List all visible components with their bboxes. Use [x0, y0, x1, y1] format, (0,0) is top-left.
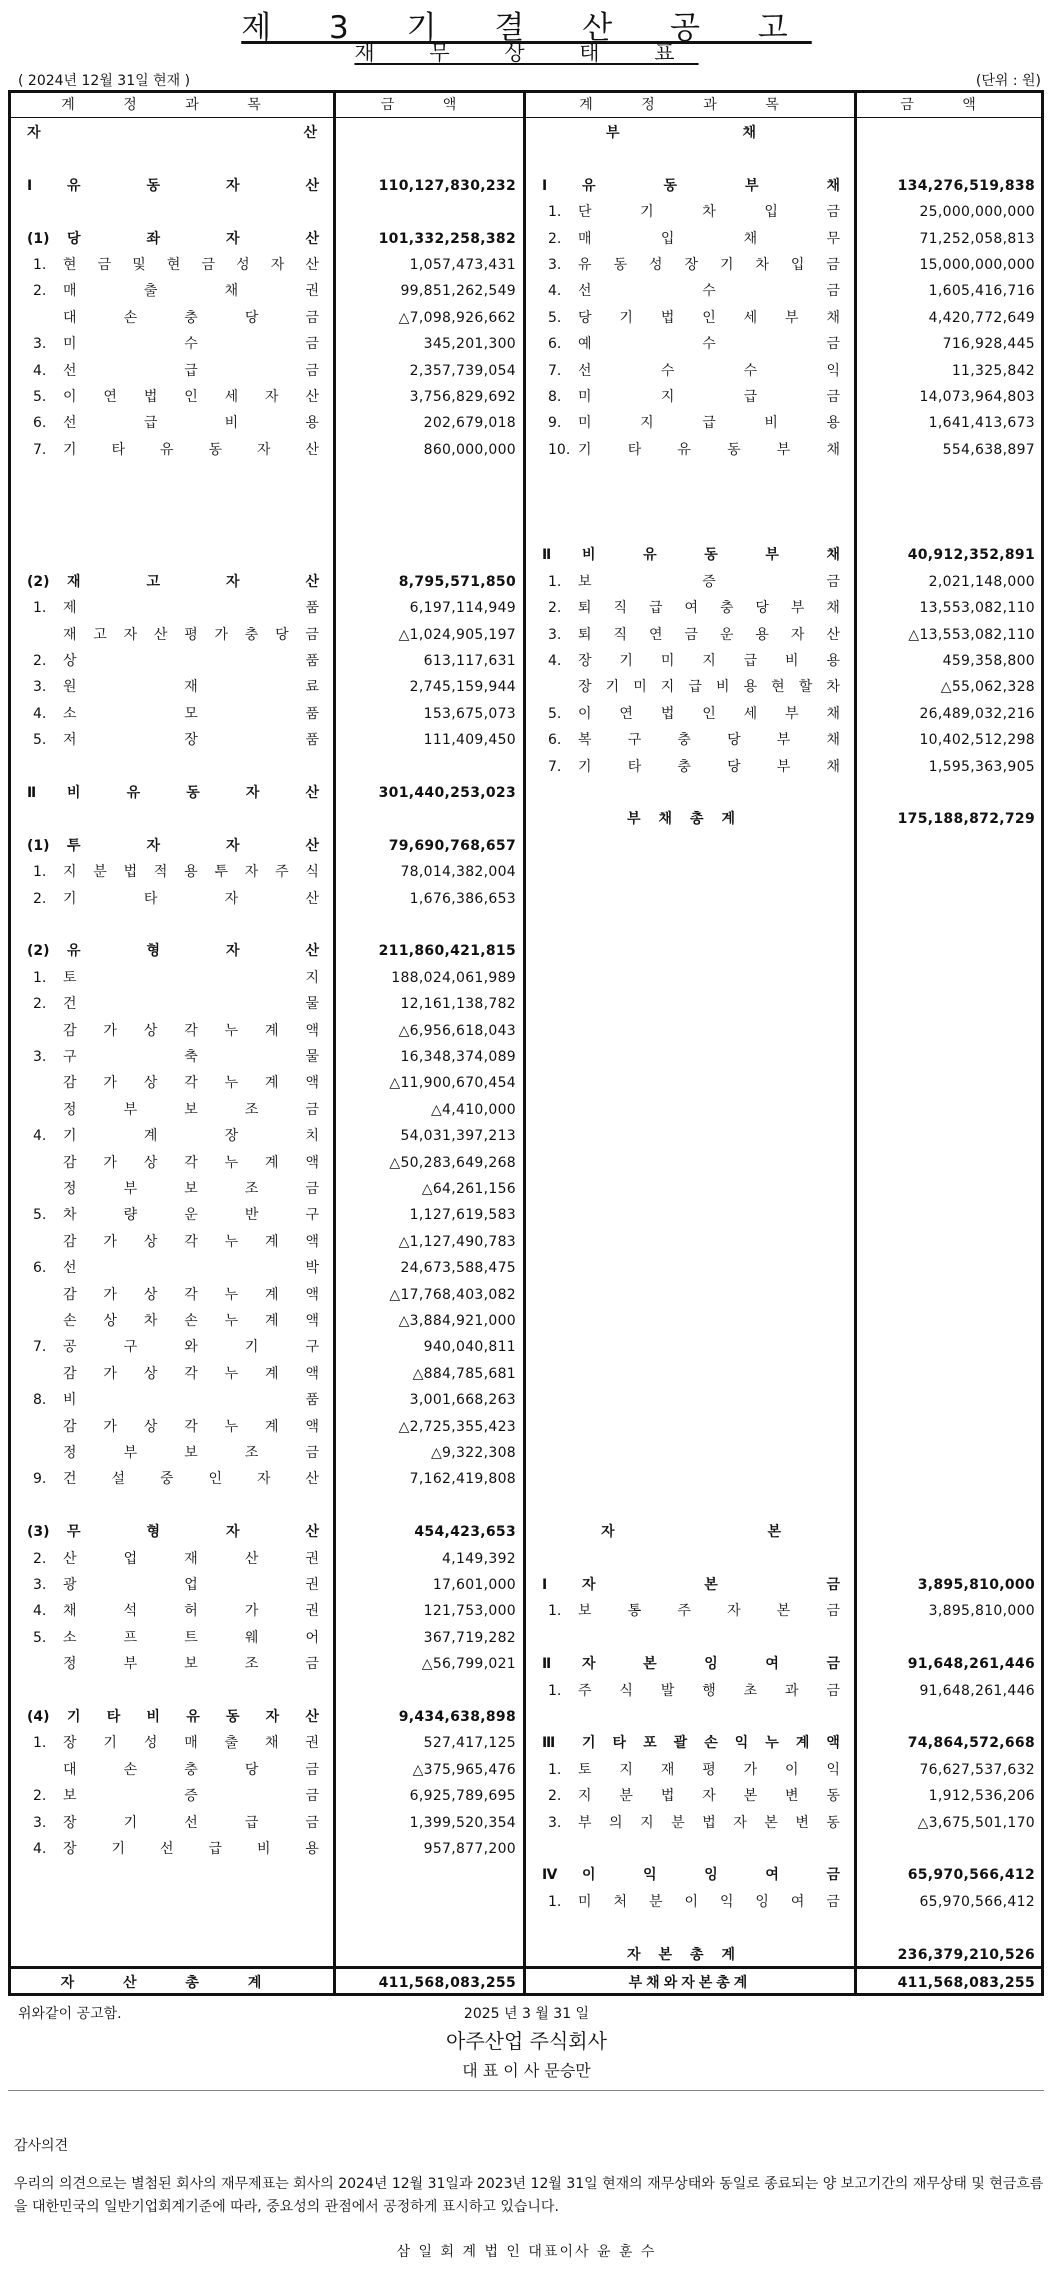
amount-value: 16,348,374,089: [400, 1049, 516, 1065]
account-label: 단 기 차 입 금: [578, 204, 840, 221]
account-label: 비 품: [63, 1392, 319, 1409]
amount-value: 527,417,125: [423, 1735, 516, 1752]
amount-value: 78,014,382,004: [400, 864, 516, 881]
item-number: 5.: [548, 705, 562, 722]
amount-value: 1,605,416,716: [928, 283, 1035, 300]
amount-value: 188,024,061,989: [391, 969, 516, 986]
amount-value: 716,928,445: [942, 336, 1035, 353]
account-label: 유 동 성 장 기 차 입 금: [578, 257, 840, 273]
item-number: 3.: [33, 679, 47, 696]
item-number: 1.: [33, 600, 47, 617]
amount-value: △7,098,926,662: [398, 309, 516, 326]
amount-value: 6,197,114,949: [409, 600, 516, 617]
item-number: 1.: [33, 969, 47, 986]
category-label: 비 유 동 자 산: [67, 785, 319, 801]
amount-value: 79,690,768,657: [388, 837, 516, 854]
amount-value: 71,252,058,813: [919, 230, 1035, 247]
account-label: 보 증 금: [578, 573, 840, 590]
category-label: 비 유 동 부 채: [582, 547, 840, 564]
account-label: 예 수 금: [578, 336, 840, 353]
representative: 대 표 이 사 문승만: [462, 2061, 591, 2080]
item-number: Ⅰ: [542, 1577, 548, 1593]
amount-value: △3,884,921,000: [398, 1313, 516, 1329]
amount-value: 1,676,386,653: [409, 890, 516, 907]
item-number: Ⅱ: [27, 785, 37, 801]
account-label: 소 프 트 웨 어: [63, 1629, 319, 1646]
item-number: 3.: [33, 1577, 47, 1593]
item-number: 10.: [548, 441, 571, 458]
category-label: 기 타 포 괄 손 익 누 계 액: [582, 1735, 840, 1752]
category-label: 자 본 잉 여 금: [582, 1656, 840, 1673]
amount-value: 153,675,073: [423, 705, 516, 722]
amount-value: 15,000,000,000: [919, 257, 1035, 273]
item-number: 9.: [548, 415, 562, 432]
item-number: 2.: [33, 890, 47, 907]
account-label: 미 처 분 이 익 잉 여 금: [578, 1893, 840, 1910]
amount-value: △4,410,000: [430, 1101, 516, 1118]
account-label: 미 수 금: [63, 336, 319, 353]
category-label: 무 형 자 산: [67, 1524, 319, 1541]
account-label: 미 지 급 금: [578, 389, 840, 405]
item-number: (3): [27, 1524, 50, 1541]
unit-note: (단위 : 원): [975, 73, 1041, 89]
item-number: (2): [27, 943, 50, 960]
item-number: 2.: [33, 996, 47, 1013]
amount-value: △375,965,476: [412, 1761, 516, 1778]
account-label: 토 지 재 평 가 이 익: [578, 1761, 840, 1778]
account-label: 복 구 충 당 부 채: [578, 732, 840, 749]
amount-value: 202,679,018: [423, 415, 516, 432]
divider: [8, 2090, 1044, 2091]
account-label: 대 손 충 당 금: [63, 1761, 319, 1778]
account-label: 건 물: [63, 996, 319, 1013]
item-number: 4.: [33, 1841, 47, 1857]
account-label: 장 기 성 매 출 채 권: [63, 1735, 319, 1752]
amount-value: 957,877,200: [423, 1841, 516, 1857]
amount-value: △884,785,681: [412, 1365, 516, 1382]
amount-value: 11,325,842: [951, 362, 1035, 379]
item-number: 2.: [33, 1788, 47, 1805]
account-label: 감 가 상 각 누 계 액: [63, 1022, 319, 1039]
amount-value: 26,489,032,216: [919, 705, 1035, 722]
account-label: 건 설 중 인 자 산: [63, 1471, 319, 1488]
amount-value: 2,021,148,000: [928, 573, 1035, 590]
item-number: 4.: [33, 705, 47, 722]
amount-value: 10,402,512,298: [919, 732, 1035, 749]
account-label: 감 가 상 각 누 계 액: [63, 1365, 319, 1382]
account-label: 매 입 채 무: [578, 230, 840, 247]
amount-value: 76,627,537,632: [919, 1761, 1035, 1778]
item-number: (2): [27, 573, 50, 590]
item-number: 2.: [33, 1550, 47, 1567]
amount-value: 74,864,572,668: [907, 1735, 1035, 1752]
column-divider: [523, 93, 526, 1993]
amount-value: 613,117,631: [423, 653, 516, 669]
item-number: 5.: [548, 309, 562, 326]
amount-value: 111,409,450: [423, 732, 516, 749]
category-label: 유 동 자 산: [67, 177, 319, 194]
announcement-note: 위와같이 공고함.: [18, 2006, 122, 2022]
account-label: 장 기 선 급 금: [63, 1814, 319, 1831]
section-heading: 자 본: [601, 1524, 781, 1541]
amount-value: 2,745,159,944: [409, 679, 516, 696]
amount-value: △17,768,403,082: [389, 1286, 516, 1303]
amount-value: △3,675,501,170: [917, 1814, 1035, 1831]
item-number: 7.: [548, 362, 562, 379]
account-label: 장 기 선 급 비 용: [63, 1841, 319, 1857]
item-number: 3.: [548, 257, 562, 273]
right-amount-header: 금 액: [900, 97, 998, 113]
amount-value: 860,000,000: [423, 441, 516, 458]
amount-value: 1,127,619,583: [409, 1207, 516, 1224]
amount-value: 91,648,261,446: [919, 1682, 1035, 1699]
item-number: 7.: [33, 441, 47, 458]
amount-value: 175,188,872,729: [897, 811, 1035, 828]
account-label: 정 부 보 조 금: [63, 1656, 319, 1673]
account-label: 기 타 충 당 부 채: [578, 758, 840, 775]
document-subtitle: 재 무 상 태 표: [354, 41, 699, 65]
account-label: 재 고 자 산 평 가 충 당 금: [63, 626, 319, 643]
amount-value: △1,127,490,783: [398, 1233, 516, 1250]
amount-value: 236,379,210,526: [897, 1946, 1035, 1963]
item-number: 1.: [548, 573, 562, 590]
account-label: 상 품: [63, 653, 319, 669]
account-label: 지 분 법 적 용 투 자 주 식: [63, 864, 319, 881]
amount-value: 554,638,897: [942, 441, 1035, 458]
account-label: 기 타 자 산: [63, 890, 319, 907]
account-label: 선 급 금: [63, 362, 319, 379]
total-assets-amount: 411,568,083,255: [378, 1975, 516, 1991]
item-number: 2.: [548, 600, 562, 617]
amount-value: △11,900,670,454: [389, 1075, 516, 1092]
item-number: 1.: [548, 1761, 562, 1778]
item-number: 5.: [33, 389, 47, 405]
amount-value: 6,925,789,695: [409, 1788, 516, 1805]
item-number: 4.: [548, 283, 562, 300]
item-number: 3.: [548, 626, 562, 643]
amount-value: 454,423,653: [414, 1524, 516, 1541]
account-label: 선 박: [63, 1260, 319, 1277]
account-label: 소 모 품: [63, 705, 319, 722]
account-label: 장 기 미 지 급 비 용 현 할 차: [578, 679, 840, 696]
account-label: 현 금 및 현 금 성 자 산: [63, 257, 319, 273]
item-number: 1.: [33, 864, 47, 881]
item-number: 3.: [33, 336, 47, 353]
category-label: 자 본 금: [582, 1577, 840, 1593]
announcement-date: 2025 년 3 월 31 일: [463, 2006, 590, 2022]
item-number: 2.: [33, 653, 47, 669]
item-number: 4.: [548, 653, 562, 669]
account-label: 감 가 상 각 누 계 액: [63, 1418, 319, 1435]
account-label: 산 업 재 산 권: [63, 1550, 319, 1567]
amount-value: 1,641,413,673: [928, 415, 1035, 432]
item-number: 4.: [33, 1603, 47, 1620]
amount-value: 301,440,253,023: [378, 785, 516, 801]
item-number: (1): [27, 230, 50, 247]
amount-value: 110,127,830,232: [378, 177, 516, 194]
company-name: 아주산업 주식회사: [446, 2029, 607, 2053]
account-label: 손 상 차 손 누 계 액: [63, 1313, 319, 1329]
amount-value: △9,322,308: [430, 1445, 516, 1461]
account-label: 선 수 금: [578, 283, 840, 300]
account-label: 미 지 급 비 용: [578, 415, 840, 432]
item-number: 1.: [548, 1603, 562, 1620]
audit-opinion-title: 감사의견: [14, 2138, 69, 2154]
account-label: 채 석 허 가 권: [63, 1603, 319, 1620]
total-assets-label: 자 산 총 계: [60, 1975, 284, 1991]
item-number: 2.: [33, 283, 47, 300]
item-number: 8.: [548, 389, 562, 405]
item-number: 7.: [33, 1339, 47, 1356]
category-label: 기 타 비 유 동 자 산: [67, 1709, 319, 1725]
account-label: 선 수 수 익: [578, 362, 840, 379]
balance-sheet-table: [8, 90, 1044, 1996]
item-number: 4.: [33, 362, 47, 379]
item-number: 6.: [33, 1260, 47, 1277]
amount-value: 211,860,421,815: [378, 943, 516, 960]
amount-value: 7,162,419,808: [409, 1471, 516, 1488]
item-number: 5.: [33, 1207, 47, 1224]
amount-value: 25,000,000,000: [919, 204, 1035, 221]
item-number: 1.: [548, 1893, 562, 1910]
right-account-header: 계 정 과 목: [579, 97, 801, 113]
account-label: 정 부 보 조 금: [63, 1181, 319, 1197]
item-number: (4): [27, 1709, 50, 1725]
account-label: 지 분 법 자 본 변 동: [578, 1788, 840, 1805]
category-label: 재 고 자 산: [67, 573, 319, 590]
amount-value: 4,149,392: [442, 1550, 516, 1567]
item-number: Ⅲ: [542, 1735, 556, 1752]
account-label: 기 타 유 동 자 산: [63, 441, 319, 458]
account-label: 광 업 권: [63, 1577, 319, 1593]
amount-value: 91,648,261,446: [907, 1656, 1035, 1673]
account-label: 당 기 법 인 세 부 채: [578, 309, 840, 326]
amount-value: 4,420,772,649: [928, 309, 1035, 326]
header-divider: [11, 117, 1041, 118]
amount-value: 2,357,739,054: [409, 362, 516, 379]
amount-value: 3,895,810,000: [928, 1603, 1035, 1620]
grand-total-label: 자본총계: [626, 1946, 754, 1963]
item-number: 1.: [33, 1735, 47, 1752]
account-label: 감 가 상 각 누 계 액: [63, 1154, 319, 1171]
left-amount-header: 금 액: [380, 97, 479, 113]
amount-value: 65,970,566,412: [919, 1893, 1035, 1910]
amount-value: △55,062,328: [940, 679, 1035, 696]
amount-value: △1,024,905,197: [398, 626, 516, 643]
account-label: 대 손 충 당 금: [63, 309, 319, 326]
account-label: 퇴 직 급 여 충 당 부 채: [578, 600, 840, 617]
amount-value: 1,057,473,431: [409, 257, 516, 273]
item-number: Ⅳ: [542, 1867, 558, 1884]
audit-opinion-text: 우리의 의견으로는 별첨된 회사의 재무제표는 회사의 2024년 12월 31일과 2023년 12월 31일 현재의 재무상태와 동일로 종료되는 양 보고기간의 재무상태 및 현금흐름을 대한민국의 일반기업회계기준에 따라, 중요성의 관점에서 공정하게 표시하고 있습니다.: [14, 2176, 1044, 2215]
account-label: 퇴 직 연 금 운 용 자 산: [578, 626, 840, 643]
item-number: 6.: [33, 415, 47, 432]
section-heading: 부 채: [606, 125, 756, 141]
amount-value: 345,201,300: [423, 336, 516, 353]
amount-value: △56,799,021: [421, 1656, 516, 1673]
item-number: Ⅰ: [542, 177, 548, 194]
amount-value: △50,283,649,268: [389, 1154, 516, 1171]
amount-value: 3,756,829,692: [409, 389, 516, 405]
amount-value: 65,970,566,412: [907, 1867, 1035, 1884]
account-label: 매 출 채 권: [63, 283, 319, 300]
total-liabilities-equity-amount: 411,568,083,255: [897, 1975, 1035, 1991]
account-label: 기 타 유 동 부 채: [578, 441, 840, 458]
item-number: 1.: [33, 257, 47, 273]
account-label: 구 축 물: [63, 1049, 319, 1065]
item-number: 7.: [548, 758, 562, 775]
section-heading: 자 산: [27, 125, 317, 141]
item-number: (1): [27, 837, 50, 854]
account-label: 감 가 상 각 누 계 액: [63, 1233, 319, 1250]
account-label: 공 구 와 기 구: [63, 1339, 319, 1356]
item-number: 2.: [548, 230, 562, 247]
amount-value: 54,031,397,213: [400, 1128, 516, 1145]
category-label: 이 익 잉 여 금: [582, 1867, 840, 1884]
account-label: 감 가 상 각 누 계 액: [63, 1286, 319, 1303]
amount-value: 3,001,668,263: [409, 1392, 516, 1409]
amount-value: △13,553,082,110: [908, 626, 1035, 643]
amount-value: 459,358,800: [942, 653, 1035, 669]
account-label: 보 증 금: [63, 1788, 319, 1805]
amount-value: 1,912,536,206: [928, 1788, 1035, 1805]
item-number: 1.: [548, 1682, 562, 1699]
amount-value: 12,161,138,782: [400, 996, 516, 1013]
amount-value: △2,725,355,423: [398, 1418, 516, 1435]
item-number: Ⅱ: [542, 1656, 552, 1673]
amount-value: 1,595,363,905: [928, 758, 1035, 775]
amount-value: △64,261,156: [421, 1181, 516, 1197]
item-number: Ⅱ: [542, 547, 552, 564]
item-number: 5.: [33, 732, 47, 749]
account-label: 이 연 법 인 세 자 산: [63, 389, 319, 405]
auditor-signature: 삼 일 회 계 법 인 대표이사 윤 훈 수: [396, 2244, 657, 2260]
account-label: 감 가 상 각 누 계 액: [63, 1075, 319, 1092]
account-label: 정 부 보 조 금: [63, 1101, 319, 1118]
amount-value: 9,434,638,898: [398, 1709, 516, 1725]
amount-value: 367,719,282: [423, 1629, 516, 1646]
amount-value: 940,040,811: [423, 1339, 516, 1356]
amount-value: 14,073,964,803: [919, 389, 1035, 405]
account-label: 토 지: [63, 969, 319, 986]
account-label: 제 품: [63, 600, 319, 617]
item-number: 5.: [33, 1629, 47, 1646]
item-number: Ⅰ: [27, 177, 33, 194]
amount-value: 8,795,571,850: [398, 573, 516, 590]
amount-value: 13,553,082,110: [919, 600, 1035, 617]
item-number: 6.: [548, 732, 562, 749]
amount-value: 99,851,262,549: [400, 283, 516, 300]
account-label: 저 장 품: [63, 732, 319, 749]
account-label: 차 량 운 반 구: [63, 1207, 319, 1224]
account-label: 정 부 보 조 금: [63, 1445, 319, 1461]
amount-value: 17,601,000: [432, 1577, 516, 1593]
item-number: 1.: [548, 204, 562, 221]
account-label: 장 기 미 지 급 비 용: [578, 653, 840, 669]
category-label: 유 형 자 산: [67, 943, 319, 960]
item-number: 2.: [548, 1788, 562, 1805]
amount-value: 134,276,519,838: [897, 177, 1035, 194]
account-label: 주 식 발 행 초 과 금: [578, 1682, 840, 1699]
account-label: 이 연 법 인 세 부 채: [578, 705, 840, 722]
category-label: 당 좌 자 산: [67, 230, 319, 247]
amount-value: 3,895,810,000: [917, 1577, 1035, 1593]
item-number: 6.: [548, 336, 562, 353]
amount-value: 40,912,352,891: [907, 547, 1035, 564]
account-label: 원 재 료: [63, 679, 319, 696]
item-number: 3.: [548, 1814, 562, 1831]
left-account-header: 계 정 과 목: [61, 97, 283, 113]
document-title: 제 3 기 결 산 공 고: [241, 10, 812, 46]
item-number: 4.: [33, 1128, 47, 1145]
account-label: 부 의 지 분 법 자 본 변 동: [578, 1814, 840, 1831]
amount-value: 1,399,520,354: [409, 1814, 516, 1831]
amount-value: 24,673,588,475: [400, 1260, 516, 1277]
amount-value: 101,332,258,382: [378, 230, 516, 247]
amount-value: 121,753,000: [423, 1603, 516, 1620]
category-label: 투 자 자 산: [67, 837, 319, 854]
grand-total-label: 부채총계: [626, 811, 754, 828]
item-number: 3.: [33, 1814, 47, 1831]
item-number: 3.: [33, 1049, 47, 1065]
item-number: 8.: [33, 1392, 47, 1409]
account-label: 보 통 주 자 본 금: [578, 1603, 840, 1620]
total-liabilities-equity-label: 부채와자본총계: [628, 1975, 752, 1991]
amount-value: △6,956,618,043: [398, 1022, 516, 1039]
account-label: 기 계 장 치: [63, 1128, 319, 1145]
date-note: ( 2024년 12월 31일 현재 ): [18, 73, 191, 89]
item-number: 9.: [33, 1471, 47, 1488]
category-label: 유 동 부 채: [582, 177, 840, 194]
account-label: 선 급 비 용: [63, 415, 319, 432]
